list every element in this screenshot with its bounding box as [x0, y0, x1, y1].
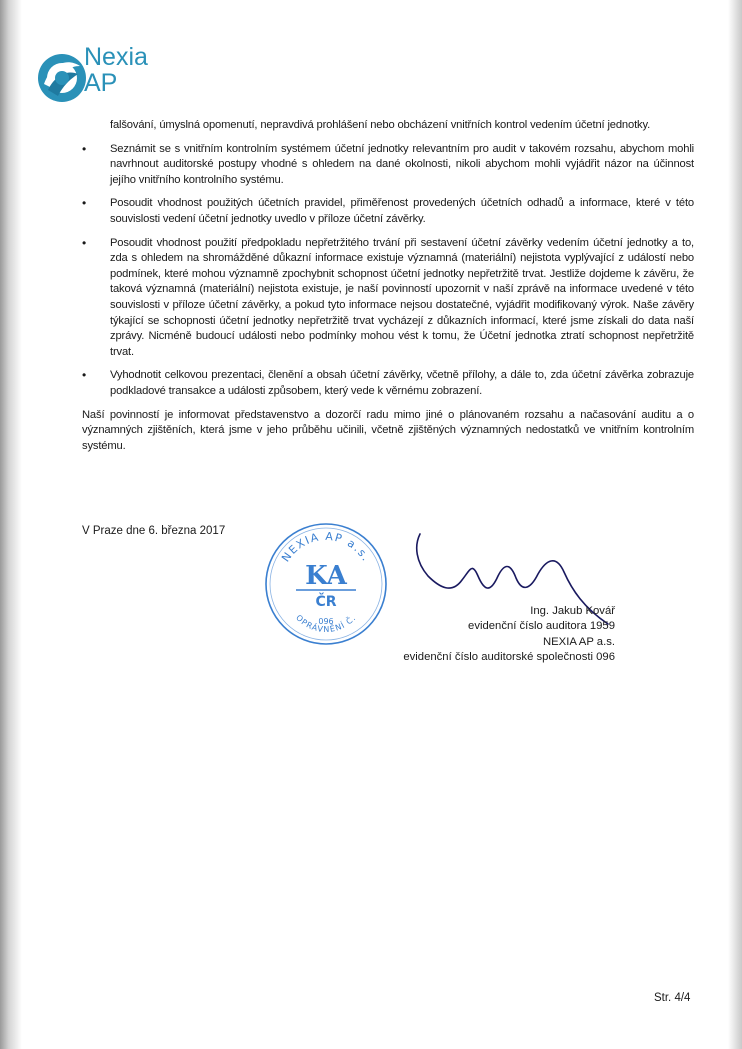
auditor-number: evidenční číslo auditora 1959 [468, 620, 615, 633]
scan-edge-shadow-left [0, 0, 22, 1049]
document-body [82, 118, 694, 454]
logo-line-1: Nexia [84, 43, 148, 71]
page-number: Str. 4/4 [654, 992, 691, 1004]
list-item: • Seznámit se s vnitřním kontrolním systémem účetní jednotky relevantním pro audit v takovém rozsahu, abychom mohli navrhnout auditorské postupy vhodné s ohledem na dané okolnosti, nikoli abychom mohli vyjádřit názor na účinnost jejího vnitřního kontrolního systému. [82, 142, 694, 189]
stamp-number: 096 [318, 617, 334, 626]
signatory-name: Ing. Jakub Kovář [530, 605, 615, 617]
company-logo-text [84, 44, 148, 96]
logo-line-2: AP [84, 69, 118, 97]
date-line: V Praze dne 6. března 2017 [82, 525, 226, 537]
responsibility-list [82, 142, 694, 400]
stamp-center-bottom: ČR [315, 594, 337, 610]
stamp-center-top: KA [305, 561, 347, 591]
list-item: • Posoudit vhodnost použitých účetních pravidel, přiměřenost provedených účetních odhadů a informace, které v této souvislosti vedení účetní jednotky uvedlo v příloze účetní závěrky. [82, 196, 694, 227]
closing-paragraph: Naší povinností je informovat představenstvo a dozorčí radu mimo jiné o plánovaném rozsahu a načasování auditu a o významných zjištěních, která jsme v jeho průběhu učinili, včetně zjištěných významných nedostatků ve vnitřním kontrolním systému. [82, 408, 694, 452]
auditor-stamp [262, 520, 390, 648]
firm-number: evidenční číslo auditorské společnosti 096 [403, 651, 615, 664]
list-item: • Posoudit vhodnost použití předpokladu nepřetržitého trvání při sestavení účetní závěrky vedením účetní jednotky a to, zda s ohledem na shromážděné důkazní informace existuje významná (materiální) nejistota vyplývající z událostí nebo podmínek, které mohou významně zpochybnit schopnost účetní jednotky nepřetržitě trvat. Jestliže dojdeme k závěru, že taková významná (materiální) nejistota existuje, je naší povinností upozornit v naší zprávě na informace uvedené v této souvislosti v příloze účetní závěrky, a pokud tyto informace nejsou dostatečné, vyjádřit modifikovaný výrok. Naše závěry týkající se schopnosti účetní jednotky nepřetržitě trvat vycházejí z důkazních informací, které jsme získali do data naší zprávy. Nicméně budoucí události nebo podmínky mohou vést k tomu, že Účetní jednotka ztratí schopnost nepřetržitě trvat. [82, 236, 694, 361]
signatory-block [380, 604, 615, 666]
svg-text:NEXIA AP a.s. [279, 530, 373, 565]
stamp-top-text: NEXIA AP a.s. [279, 529, 374, 565]
stamp-bottom-text: OPRÁVNĚNÍ Č. [294, 613, 358, 635]
list-item: • Vyhodnotit celkovou prezentaci, členění a obsah účetní závěrky, včetně přílohy, a dále to, zda účetní závěrka zobrazuje podkladové transakce a události způsobem, který vede k věrnému zobrazení. [82, 368, 694, 399]
continuation-paragraph: falšování, úmyslná opomenutí, nepravdivá prohlášení nebo obcházení vnitřních kontrol vedením účetní jednotky. [110, 119, 651, 131]
firm-name: NEXIA AP a.s. [542, 635, 615, 648]
scan-edge-shadow-right [728, 0, 742, 1049]
